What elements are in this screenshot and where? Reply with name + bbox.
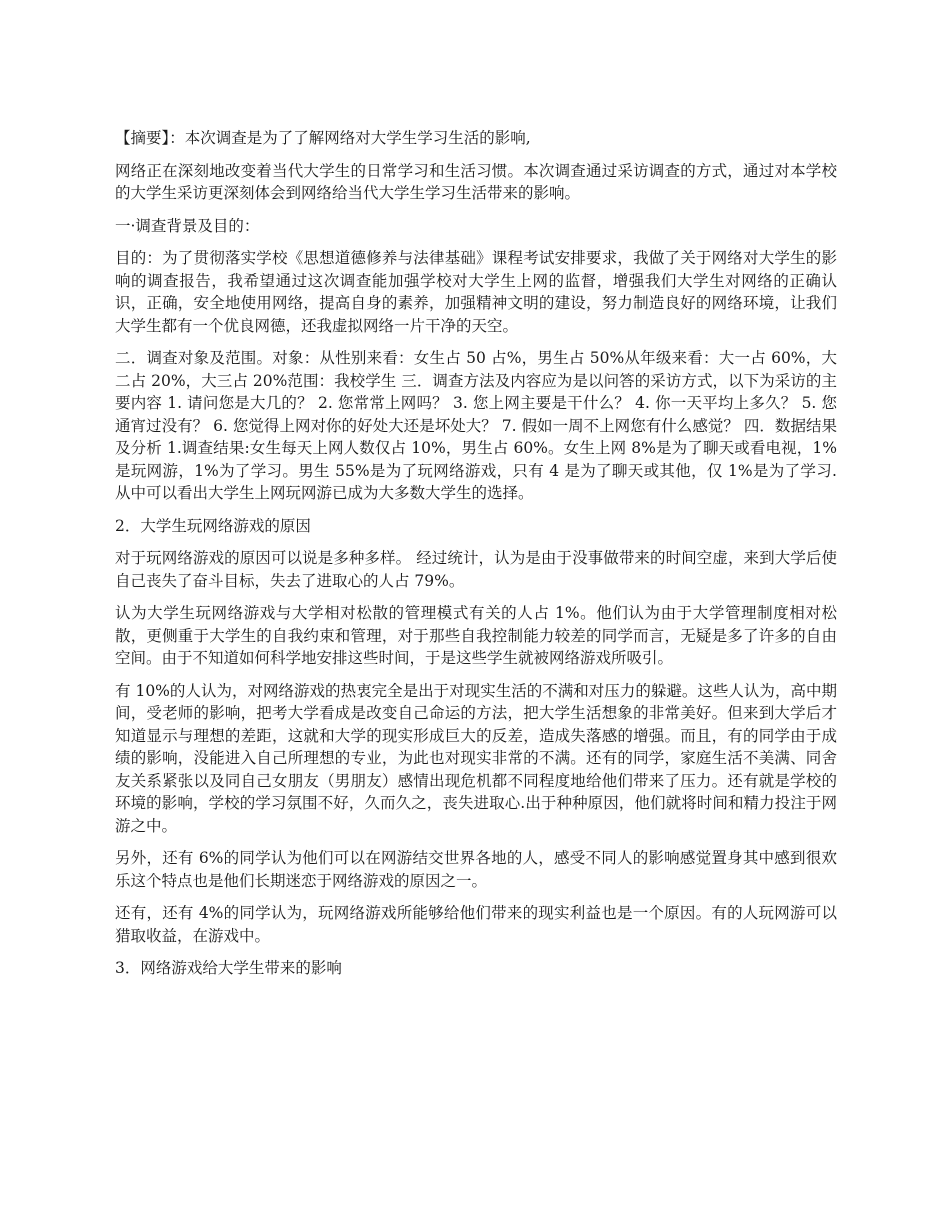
document-body [115, 127, 837, 990]
survey-scope-paragraph: 二．调查对象及范围。对象：从性别来看：女生占 50 占%，男生占 50%从年级来看：大一占 60%，大二占 20%，大三占 20%范围：我校学生 三．调查方法及内容应为是以问答的采访方式，以下为采访的主要内容 1. 请问您是大几的？ 2. 您常常上网吗？ 3. 您上网主要是干什么？ 4. 你一天平均上多久？ 5. 您通宵过没有？ 6. 您觉得上网对你的好处大还是坏处大？ 7. 假如一周不上网您有什么感觉？ 四．数据结果及分析 1.调查结果:女生每天上网人数仅占 10%，男生占 60%。女生上网 8%是为了聊天或看电视，1%是玩网游，1%为了学习。男生 55%是为了玩网络游戏，只有 4 是为了聊天或其他，仅 1%是为了学习.从中可以看出大学生上网玩网游已成为大多数大学生的选择。 [115, 349, 837, 502]
section-heading-reasons: 2．大学生玩网络游戏的原因 [115, 516, 311, 535]
reasons-paragraph-1: 对于玩网络游戏的原因可以说是多种多样。 经过统计，认为是由于没事做带来的时间空虚，来到大学后使自己丧失了奋斗目标，失去了进取心的人占 79%。 [115, 549, 837, 590]
section-heading-background: 一·调查背景及目的： [115, 216, 260, 235]
reasons-paragraph-5: 还有，还有 4%的同学认为，玩网络游戏所能够给他们带来的现实利益也是一个原因。有的人玩网游可以猎取收益，在游戏中。 [115, 904, 837, 945]
reasons-paragraph-4: 另外，还有 6%的同学认为他们可以在网游结交世界各地的人，感受不同人的影响感觉置身其中感到很欢乐这个特点也是他们长期迷恋于网络游戏的原因之一。 [115, 849, 837, 890]
reasons-paragraph-2: 认为大学生玩网络游戏与大学相对松散的管理模式有关的人占 1%。他们认为由于大学管理制度相对松散，更侧重于大学生的自我约束和管理，对于那些自我控制能力较差的同学而言，无疑是多了许多的自由空间。由于不知道如何科学地安排这些时间，于是这些学生就被网络游戏所吸引。 [115, 604, 837, 667]
intro-paragraph: 网络正在深刻地改变着当代大学生的日常学习和生活习惯。本次调查通过采访调查的方式，通过对本学校的大学生采访更深刻体会到网络给当代大学生学习生活带来的影响。 [115, 161, 837, 202]
section-heading-impact: 3．网络游戏给大学生带来的影响 [115, 959, 342, 977]
purpose-paragraph: 目的：为了贯彻落实学校《思想道德修养与法律基础》课程考试安排要求，我做了关于网络对大学生的影响的调查报告，我希望通过这次调查能加强学校对大学生上网的监督，增强我们大学生对网络的正确认识，正确，安全地使用网络，提高自身的素养，加强精神文明的建设，努力制造良好的网络环境，让我们大学生都有一个优良网德，还我虚拟网络一片干净的天空。 [115, 249, 837, 335]
abstract-paragraph: 【摘要】：本次调查是为了了解网络对大学生学习生活的影响, [115, 129, 531, 147]
reasons-paragraph-3: 有 10%的人认为，对网络游戏的热衷完全是出于对现实生活的不满和对压力的躲避。这些人认为，高中期间，受老师的影响，把考大学看成是改变自己命运的方法，把大学生活想象的非常美好。但来到大学后才知道显示与理想的差距，这就和大学的现实形成巨大的反差，造成失落感的增强。而且，有的同学由于成绩的影响，没能进入自己所理想的专业，为此也对现实非常的不满。还有的同学，家庭生活不美满、同舍友关系紧张以及同自己女朋友（男朋友）感情出现危机都不同程度地给他们带来了压力。还有就是学校的环境的影响，学校的学习氛围不好，久而久之，丧失进取心.出于种种原因，他们就将时间和精力投注于网游之中。 [115, 681, 837, 835]
